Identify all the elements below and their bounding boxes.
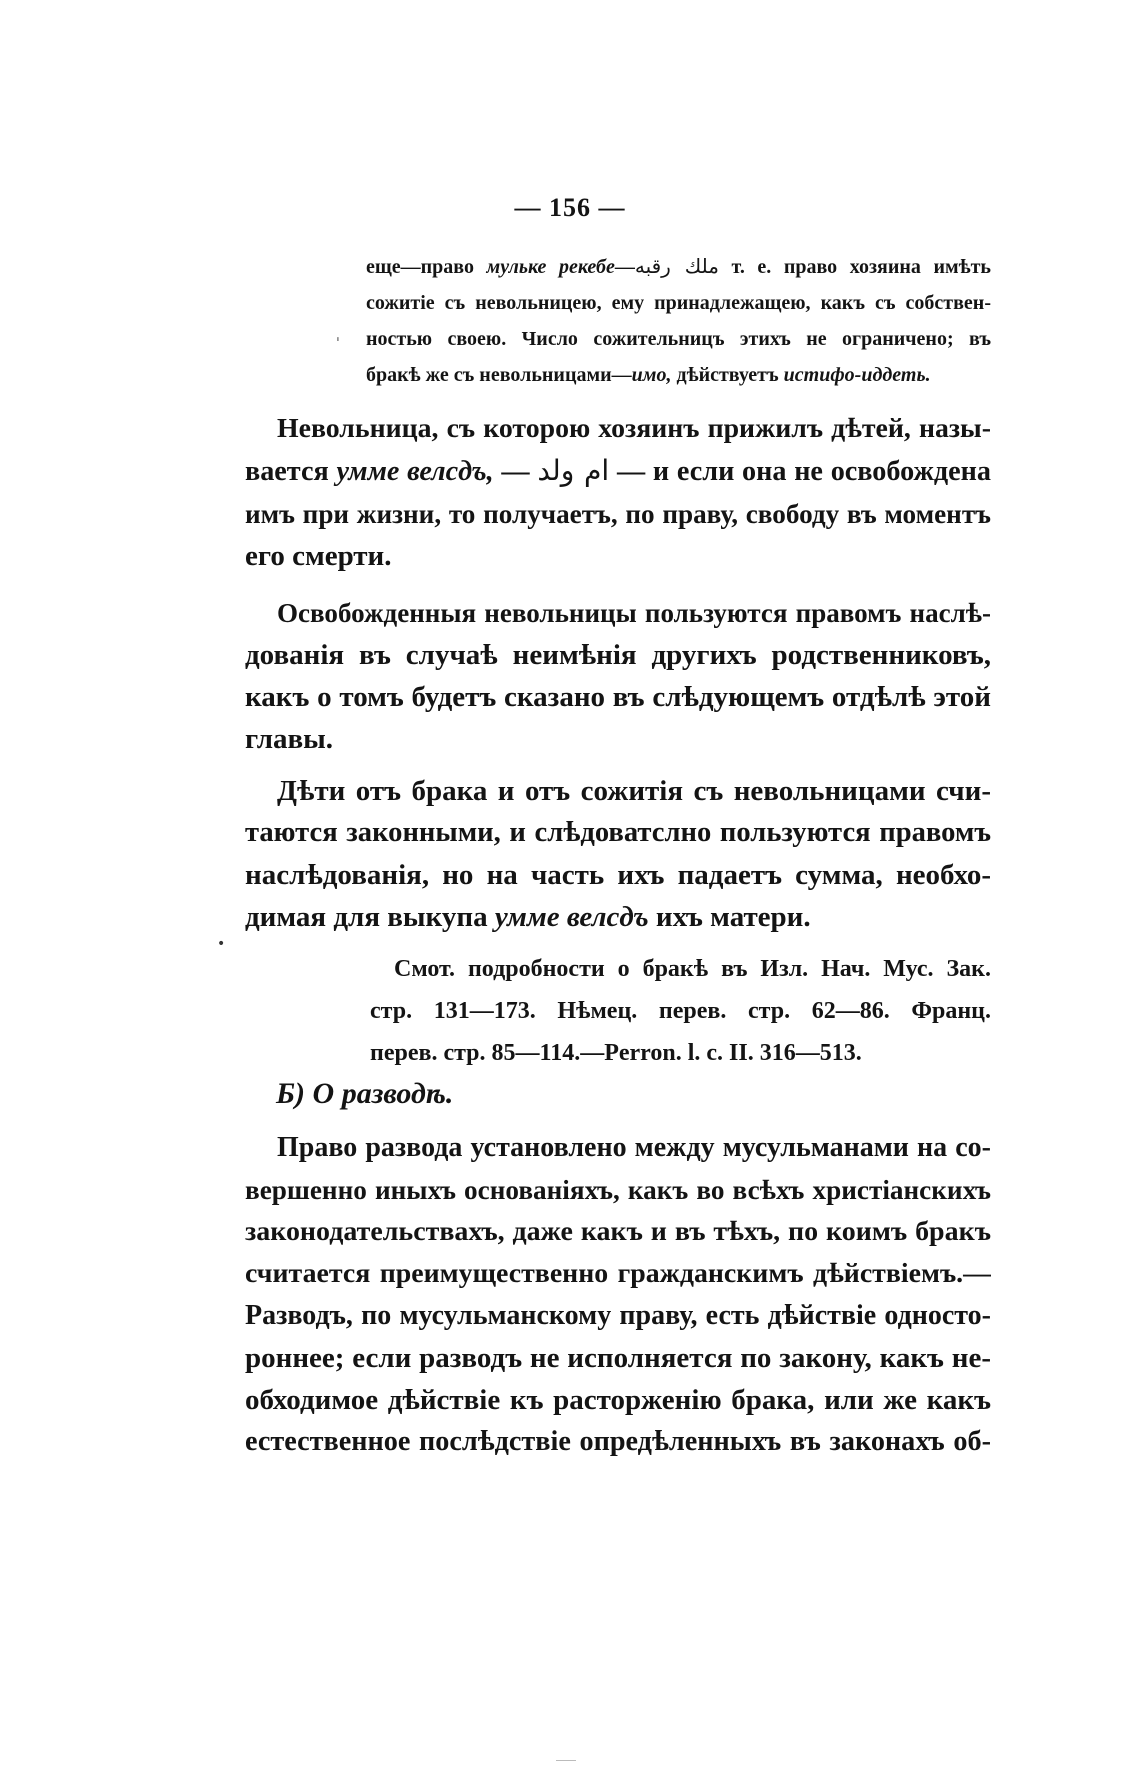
text-line: главы.	[245, 723, 334, 755]
text-line: Освобожденныя невольницы пользуются правомъ наслѣ-	[277, 598, 991, 628]
text-line: законодательствахъ, даже какъ и въ тѣхъ, по коимъ бракъ	[245, 1216, 991, 1247]
text-line: Невольница, съ которою хозяинъ прижилъ дѣтей, назы-	[277, 413, 991, 444]
text-line: считается преимущественно гражданскимъ дѣйствіемъ.—	[245, 1258, 991, 1289]
text-line: вается умме велсдъ, — ام ولد — и если она не освобождена	[245, 454, 991, 487]
text-line: какъ о томъ будетъ сказано въ слѣдующемъ отдѣлѣ этой	[245, 681, 991, 713]
italic-term: умме велсдъ,	[336, 456, 494, 487]
print-speck: ˈ	[336, 336, 340, 352]
reference-line: стр. 131—173. Нѣмец. перев. стр. 62—86. Франц.	[370, 998, 991, 1024]
footnote-block	[366, 248, 991, 393]
footnote-term: имо,	[631, 364, 672, 386]
footnote-term: мульке рекебе	[486, 256, 615, 278]
text-line: дованія въ случаѣ неимѣнія другихъ родственниковъ,	[245, 639, 991, 671]
paragraph-3	[245, 770, 991, 938]
text-line: естественное послѣдствіе опредѣленныхъ въ законахъ об-	[245, 1426, 991, 1457]
reference-note	[364, 948, 991, 1074]
footnote-line: еще—право мульке рекебе—ملك رقبه т. е. право хозяина имѣть	[366, 254, 991, 278]
text-line: его смерти.	[245, 540, 392, 572]
text-line: Дѣти отъ брака и отъ сожитія съ невольницами счи-	[277, 775, 991, 807]
italic-term: умме велсдъ	[494, 901, 649, 933]
arabic-term: ام ولد	[537, 454, 610, 487]
page-number: — 156 —	[514, 193, 626, 222]
text-line: димая для выкупа умме велсдъ ихъ матери.	[245, 901, 811, 933]
text-line: таются законными, и слѣдоватслно пользуются правомъ	[245, 817, 991, 848]
text-line: наслѣдованія, но на часть ихъ падаетъ сумма, необхо-	[245, 859, 991, 891]
footnote-line: ностью своею. Число сожительницъ этихъ не ограничено; въ	[366, 328, 991, 350]
section-heading: Б) О разводѣ.	[276, 1077, 454, 1110]
footnote-line: бракѣ же съ невольницами—имо, дѣйствуетъ истифо-иддеть.	[366, 364, 931, 386]
text-line: вершенно иныхъ основаніяхъ, какъ во всѣхъ христіанскихъ	[245, 1175, 991, 1205]
text-line: Право развода установлено между мусульманами на со-	[277, 1132, 991, 1163]
footnote-term: истифо-иддеть.	[783, 364, 931, 386]
reference-line: Смот. подробности о бракѣ въ Изл. Нач. Мус. Зак.	[394, 956, 991, 982]
paragraph-4	[245, 1127, 991, 1463]
paragraph-2	[245, 592, 991, 760]
print-speck: •	[217, 936, 226, 952]
page-edge-mark	[556, 1760, 576, 1761]
text-line: обходимое дѣйствіе къ расторженію брака, или же какъ	[245, 1384, 991, 1416]
paragraph-1	[245, 408, 991, 577]
arabic-term: ملك رقبه	[634, 254, 719, 278]
text-line: Разводъ, по мусульманскому праву, есть дѣйствіе односто-	[245, 1300, 991, 1331]
text-line: имъ при жизни, то получаетъ, по праву, свободу въ моментъ	[245, 499, 991, 529]
text-line: роннее; если разводъ не исполняется по закону, какъ не-	[245, 1342, 991, 1374]
reference-line: перев. стр. 85—114.—Perron. l. c. II. 316—513.	[370, 1040, 862, 1066]
footnote-line: сожитіе съ невольницею, ему принадлежащею, какъ съ собствен-	[366, 292, 991, 314]
